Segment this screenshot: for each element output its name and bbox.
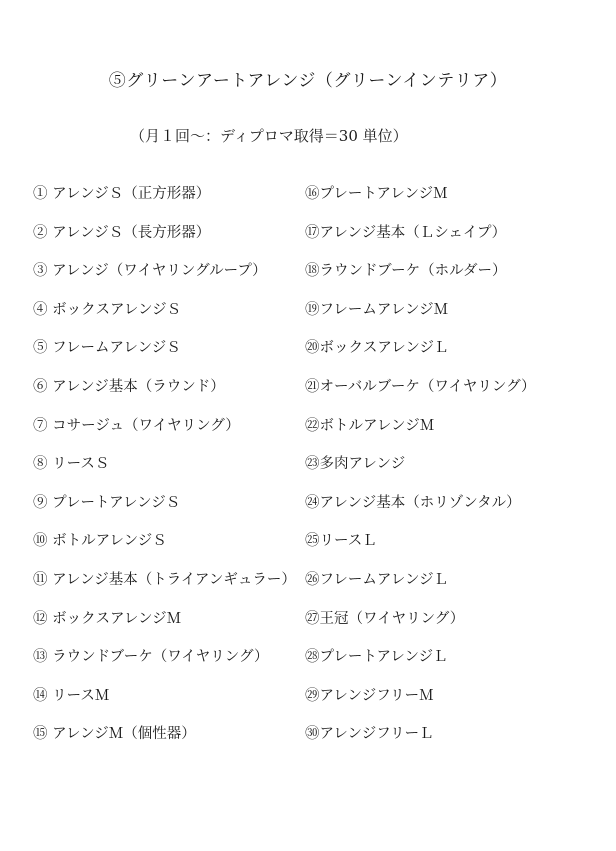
lesson-item: ㉗王冠（ワイヤリング） [305, 610, 465, 627]
lesson-item: ⑩ ボトルアレンジＳ [33, 533, 167, 550]
lesson-item: ㉔アレンジ基本（ホリゾンタル） [305, 494, 521, 511]
lesson-item: ⑬ ラウンドブーケ（ワイヤリング） [33, 649, 269, 666]
lesson-list-left [33, 184, 296, 763]
lesson-item: ⑰アレンジ基本（Ｌシェイプ） [305, 224, 507, 241]
lesson-item: ⑪ アレンジ基本（トライアンギュラー） [33, 571, 296, 588]
lesson-item: ① アレンジＳ（正方形器） [33, 186, 211, 202]
lesson-item: ⑱ラウンドブーケ（ホルダー） [305, 263, 507, 280]
lesson-item: ③ アレンジ（ワイヤリングループ） [33, 263, 267, 280]
lesson-list-right [305, 184, 536, 763]
lesson-item: ⑳ボックスアレンジＬ [305, 340, 449, 357]
lesson-item: ㉑オーバルブーケ（ワイヤリング） [305, 378, 536, 395]
course-subtitle: （月１回～：ディプロマ取得＝30 単位） [130, 127, 408, 145]
lesson-item: ⑧ リースＳ [33, 456, 110, 473]
lesson-item: ㉓多肉アレンジ [305, 456, 406, 473]
lesson-item: ⑦ コサージュ（ワイヤリング） [33, 417, 240, 434]
lesson-item: ④ ボックスアレンジＳ [33, 301, 182, 318]
lesson-item: ㉙アレンジフリーＭ [305, 687, 434, 704]
lesson-item: ② アレンジＳ（長方形器） [33, 224, 211, 241]
lesson-item: ⑭ リースＭ [33, 687, 110, 704]
lesson-item: ⑥ アレンジ基本（ラウンド） [33, 378, 225, 395]
lesson-item: ㉒ボトルアレンジＭ [305, 417, 435, 434]
lesson-item: ⑤ フレームアレンジＳ [33, 340, 181, 357]
lesson-item: ⑨ プレートアレンジＳ [33, 494, 181, 511]
lesson-item: ㉖フレームアレンジＬ [305, 571, 449, 588]
lesson-item: ㉘プレートアレンジＬ [305, 649, 448, 666]
lesson-item: ㉕リースＬ [305, 533, 377, 550]
lesson-item: ㉚アレンジフリーＬ [305, 726, 434, 743]
lesson-item: ⑲フレームアレンジＭ [305, 301, 449, 318]
page-title: ⑤グリーンアートアレンジ（グリーンインテリア） [108, 71, 508, 91]
lesson-item: ⑮ アレンジＭ（個性器） [33, 726, 196, 743]
lesson-item: ⑯プレートアレンジＭ [305, 186, 448, 202]
lesson-item: ⑫ ボックスアレンジＭ [33, 610, 182, 627]
